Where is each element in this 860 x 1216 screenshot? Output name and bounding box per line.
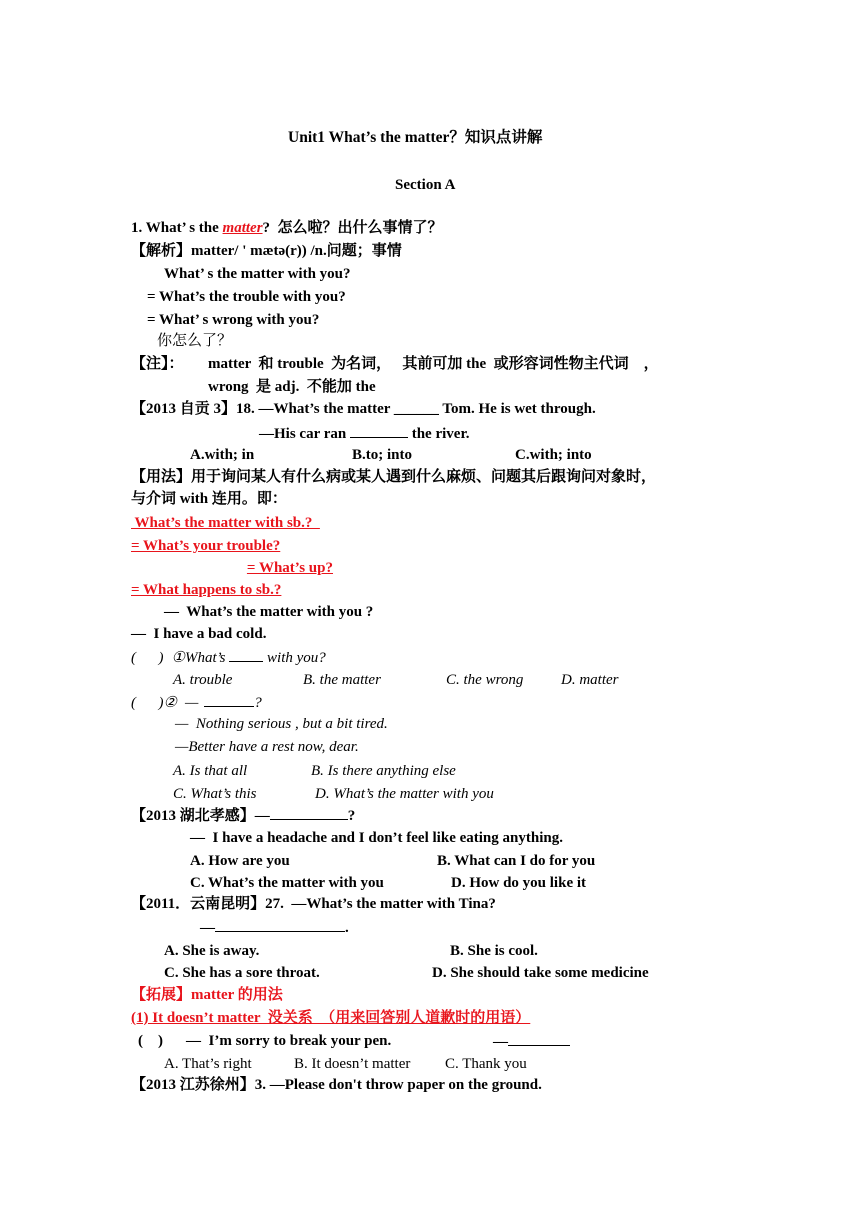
- exercise-2-option-b: B. Is there anything else: [311, 763, 456, 779]
- analysis-line: 【解析】matter/ ' mætə(r)) /n.问题；事情: [131, 243, 402, 259]
- usage-line-2: 与介词 with 连用。即：: [131, 491, 287, 507]
- blank: [270, 805, 348, 820]
- blank: [215, 917, 345, 932]
- answer-pre: —His car ran: [259, 426, 350, 442]
- usage-pattern-2: = What’s your trouble?: [131, 538, 281, 554]
- exercise-2: [131, 692, 262, 713]
- exercise-2-option-d: D. What’s the matter with you: [315, 786, 494, 802]
- extension-option-a: A. That’s right: [164, 1056, 252, 1072]
- hubei-option-a: A. How are you: [190, 853, 290, 869]
- extension-heading: 【拓展】matter 的用法: [131, 987, 283, 1003]
- example-line-2: = What’s the trouble with you?: [147, 289, 346, 305]
- blank: [229, 647, 263, 662]
- dialog-line-2: — I have a bad cold.: [131, 626, 267, 642]
- note-line-1: matter 和 trouble 为名词， 其前可加 the 或形容词性物主代词 ，: [208, 356, 659, 372]
- usage-pattern-4: = What happens to sb.?: [131, 582, 282, 598]
- option-a: A.with; in: [190, 447, 255, 463]
- usage-pattern-1: What’s the matter with sb.?: [131, 515, 320, 531]
- yunnan-option-d: D. She should take some medicine: [432, 965, 649, 981]
- note-label: 【注】：: [131, 356, 184, 372]
- question-2013-hubei-post: ?: [347, 808, 356, 824]
- hubei-answer: — I have a headache and I don’t feel like eating anything.: [190, 830, 563, 846]
- usage-pattern-3-text: = What’s up?: [246, 560, 333, 576]
- yunnan-option-a: A. She is away.: [164, 943, 260, 959]
- yunnan-option-b: B. She is cool.: [450, 943, 538, 959]
- question-2013-hubei: [131, 805, 355, 826]
- example-translation: 你怎么了？: [157, 333, 233, 349]
- exercise-2-dash: —: [184, 695, 199, 711]
- page-title: Unit1 What’s the matter？知识点讲解: [288, 129, 543, 146]
- exercise-1-stem-post: with you?: [263, 650, 326, 666]
- example-line-3: = What’ s wrong with you?: [147, 312, 320, 328]
- exercise-2-stem-post: ?: [254, 695, 262, 711]
- exercise-1-option-c: C. the wrong: [446, 672, 524, 688]
- yunnan-option-c: C. She has a sore throat.: [164, 965, 320, 981]
- hubei-option-c: C. What’s the matter with you: [190, 875, 384, 891]
- hubei-option-d: D. How do you like it: [451, 875, 587, 891]
- extension-option-b: B. It doesn’t matter: [294, 1056, 411, 1072]
- exercise-1-option-b: B. the matter: [303, 672, 381, 688]
- exercise-2-paren: ( )②: [131, 695, 177, 711]
- point-heading-pre: 1. What’ s the: [131, 220, 223, 236]
- yunnan-dash: —: [200, 920, 215, 936]
- question-2013-zigong: 【2013 自贡 3】18. —What’s the matter ______ Tom. He is wet through.: [131, 401, 596, 417]
- extension-item-1: (1) It doesn’t matter 没关系 （用来回答别人道歉时的用语）: [131, 1010, 531, 1026]
- point-heading-post: ? 怎么啦？出什么事情了？: [262, 220, 443, 236]
- extension-question-paren: ( ): [138, 1033, 163, 1049]
- point-heading: [131, 218, 443, 238]
- answer-post: the river.: [407, 426, 470, 442]
- question-2013-hubei-pre: 【2013 湖北孝感】—: [131, 808, 270, 824]
- dialog-line-1: — What’s the matter with you ?: [164, 604, 374, 620]
- note-line-2: wrong 是 adj. 不能加 the: [208, 379, 376, 395]
- extension-dash: —: [493, 1034, 508, 1050]
- option-c: C.with; into: [515, 447, 592, 463]
- keyword-matter: matter: [222, 220, 263, 236]
- blank: [350, 423, 408, 438]
- exercise-1-stem-pre: ①What’s: [171, 650, 230, 666]
- exercise-2-line-1: — Nothing serious , but a bit tired.: [175, 716, 388, 732]
- extension-question: — I’m sorry to break your pen.: [186, 1033, 392, 1049]
- example-line-1: What’ s the matter with you?: [164, 266, 351, 282]
- exercise-2-line-2: —Better have a rest now, dear.: [175, 739, 359, 755]
- blank: [508, 1031, 570, 1046]
- exercise-1-paren: ( ): [131, 650, 164, 666]
- blank: [204, 692, 254, 707]
- extension-answer-line: [493, 1031, 570, 1052]
- option-b: B.to; into: [352, 447, 412, 463]
- extension-option-c: C. Thank you: [445, 1056, 527, 1072]
- exercise-2-option-a: A. Is that all: [173, 763, 248, 779]
- yunnan-answer-line: [200, 917, 349, 938]
- usage-line-1: 【用法】用于询问某人有什么病或某人遇到什么麻烦、问题其后跟询问对象时，: [131, 469, 657, 485]
- exercise-1: [131, 647, 326, 668]
- yunnan-dot: .: [345, 920, 349, 936]
- usage-pattern-3: [131, 558, 333, 578]
- exercise-1-option-a: A. trouble: [173, 672, 233, 688]
- section-heading: Section A: [395, 177, 456, 193]
- question-2013-jiangsu: 【2013 江苏徐州】3. —Please don't throw paper on the ground.: [131, 1077, 542, 1093]
- hubei-option-b: B. What can I do for you: [437, 853, 596, 869]
- exercise-2-option-c: C. What’s this: [173, 786, 257, 802]
- answer-line: [259, 423, 469, 444]
- question-2011-yunnan: 【2011．云南昆明】27. —What’s the matter with Tina?: [131, 896, 496, 912]
- exercise-1-option-d: D. matter: [561, 672, 619, 688]
